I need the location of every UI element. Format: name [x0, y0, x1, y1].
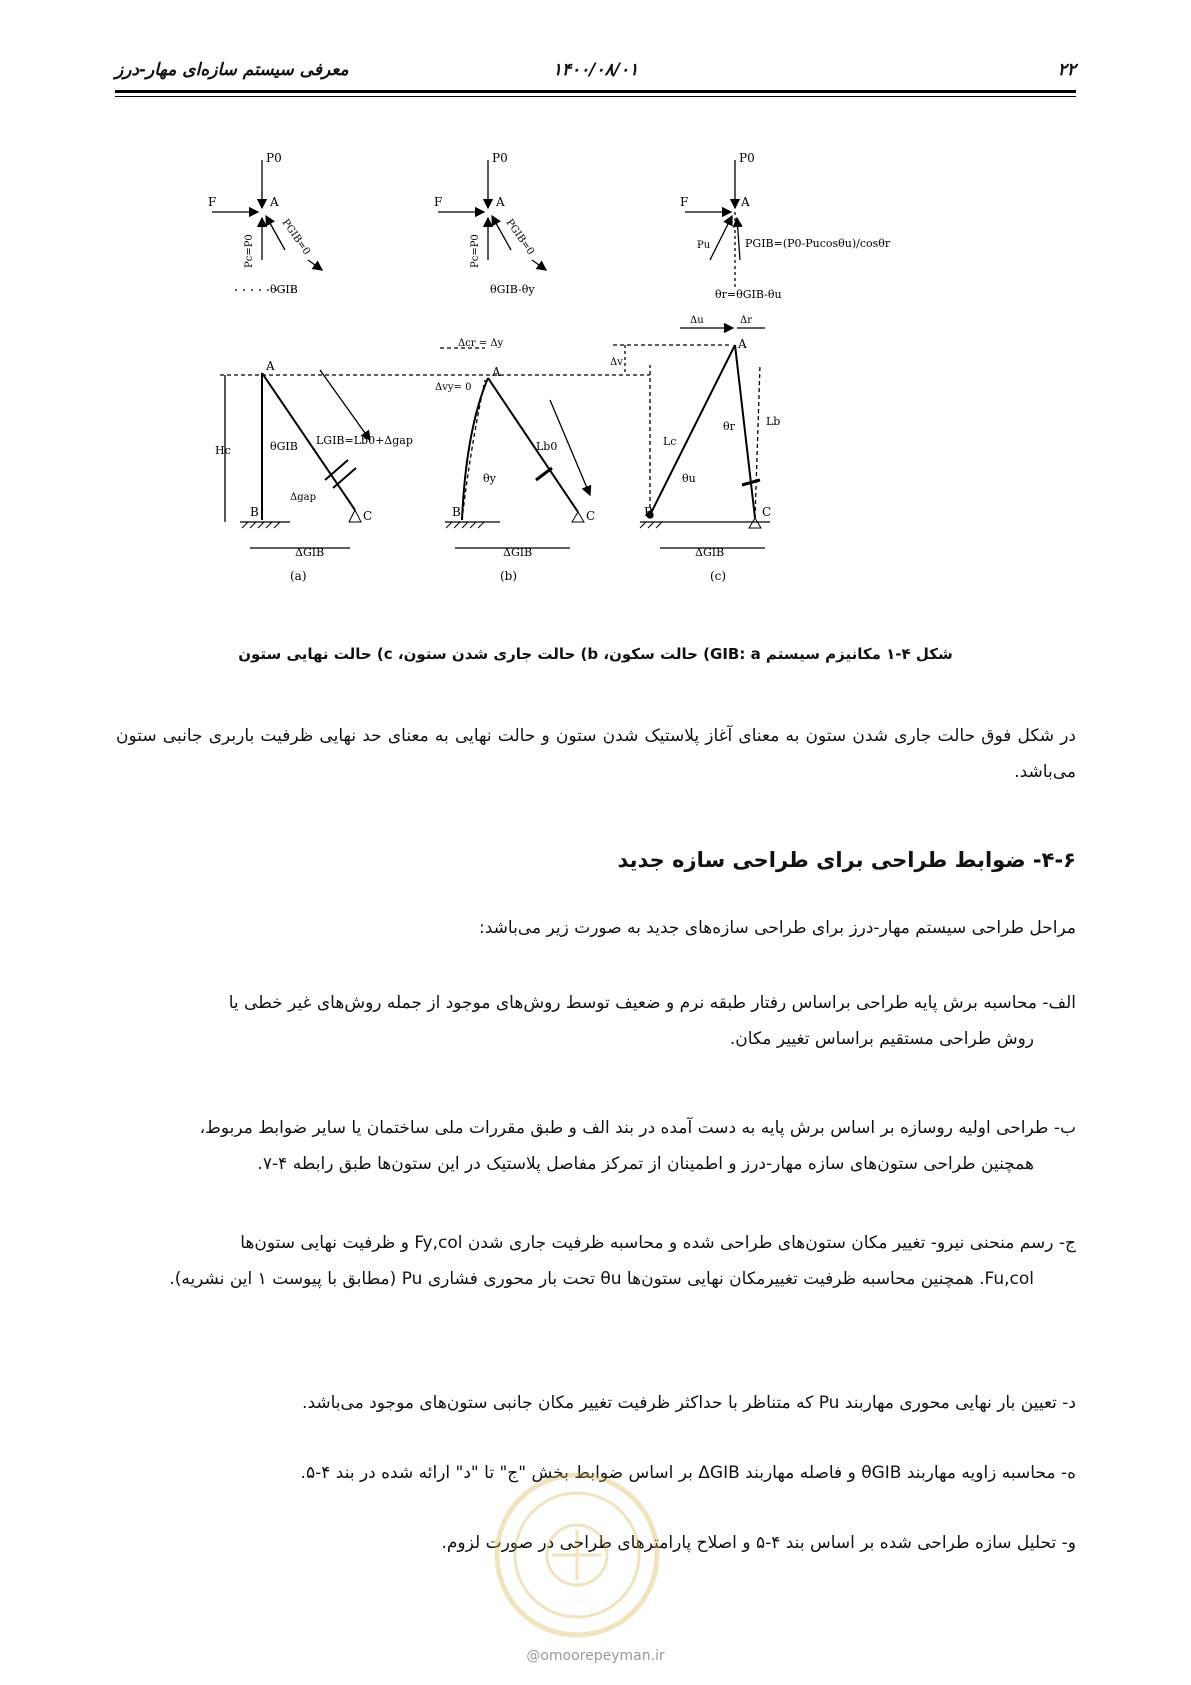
label-pgib-formula: PGIB=(P0-Pucosθu)/cosθr [745, 237, 891, 250]
list-item-alef [116, 985, 1076, 1057]
gib-mechanism-figure [200, 150, 980, 640]
header-rule-thick [115, 90, 1076, 93]
list-item-vav-text: و- تحلیل سازه طراحی شده بر اساس بند ۴-۵ و اصلاح پارامترهای طراحی در صورت لزوم. [441, 1533, 1076, 1553]
label-theta-gib-y-top: θGIB-θy [490, 283, 535, 296]
paragraph-figure-explanation: در شکل فوق حالت جاری شدن ستون به معنای آغاز پلاستیک شدن ستون و حالت نهایی به معنای حد نهایی ظرفیت باربری جانبی ستون می‌باشد. [116, 726, 1076, 782]
label-p0-a: P0 [266, 151, 282, 165]
label-delta-gib-b: ΔGIB [503, 546, 533, 559]
label-dv: Δv [610, 357, 623, 368]
label-pu: Pu [697, 240, 711, 251]
label-b-c: B [644, 505, 653, 519]
label-b-b: B [452, 505, 461, 519]
label-delta-gib-c: ΔGIB [695, 546, 725, 559]
label-gap: Δgap [290, 492, 316, 503]
label-theta-gib-a: θGIB [270, 440, 298, 453]
list-item-be [116, 1110, 1076, 1182]
label-lgib: LGIB=Lb0+Δgap [316, 434, 413, 447]
label-hc: Hc [215, 444, 231, 457]
paragraph-intro: مراحل طراحی سیستم مهار-درز برای طراحی سازه‌های جدید به صورت زیر می‌باشد: [479, 918, 1076, 938]
list-item-be-line1: ب- طراحی اولیه روسازه بر اساس برش پایه به دست آمده در بند الف و طبق مقررات ملی ساختمان یا سایر ضوابط مربوط، [199, 1118, 1076, 1138]
list-item-he-text: ه- محاسبه زاویه مهاربند θGIB و فاصله مهاربند ΔGIB بر اساس ضوابط بخش "ج" تا "د" ارائه شده در بند ۴-۵. [300, 1463, 1076, 1483]
list-item-jim-line1: ج- رسم منحنی نیرو- تغییر مکان ستون‌های طراحی شده و محاسبه ظرفیت جاری شدن Fy,col و ظرفیت نهایی ستون‌ها [240, 1233, 1076, 1253]
list-item-alef-line1: الف- محاسبه برش پایه طراحی براساس رفتار طبقه نرم و ضعیف توسط روش‌های موجود از جمله روش‌های غیر خطی یا [228, 993, 1076, 1013]
list-item-alef-line2: روش طراحی مستقیم براساس تغییر مکان. [729, 1029, 1034, 1049]
label-a-a: A [266, 359, 275, 373]
label-p0-b: P0 [492, 151, 508, 165]
footer-watermark: @omoorepeyman.ir [526, 1648, 665, 1664]
list-item-be-line2: همچنین طراحی ستون‌های سازه مهار-درز و اطمینان از تمرکز مفاصل پلاستیک در این ستون‌ها طبق رابطه ۴-۷. [257, 1154, 1034, 1174]
label-theta-y: θy [483, 472, 496, 485]
label-theta-gib-top: θGIB [270, 283, 298, 296]
label-a-top-c: A [741, 195, 750, 209]
label-f-b: F [434, 195, 443, 209]
label-pgib-zero-a: PGIB=0 [279, 217, 312, 258]
label-c-a: C [363, 509, 373, 523]
label-dcr: Δcr = Δy [458, 338, 504, 349]
label-f-a: F [208, 195, 217, 209]
figure-caption: شکل ۴-۱ مکانیزم سیستم GIB: a) حالت سکون، b) حالت جاری شدن ستون، c) حالت نهایی ستون [238, 645, 953, 663]
list-item-jim-line2: Fu,col. همچنین محاسبه ظرفیت تغییرمکان نهایی ستون‌ها θu تحت بار محوری فشاری Pu (مطابق با پیوست ۱ این نشریه). [169, 1269, 1034, 1289]
label-a-b: A [492, 365, 501, 379]
panel-label-c: (c) [710, 569, 727, 583]
panel-label-b: (b) [500, 569, 518, 583]
label-c-b: C [586, 509, 596, 523]
label-p0-c: P0 [739, 151, 755, 165]
page-number: ۲۲ [1057, 60, 1076, 80]
header-title: معرفی سیستم سازه‌ای مهار-درز [115, 60, 349, 80]
label-f-c: F [680, 195, 689, 209]
list-item-jim [116, 1225, 1076, 1297]
label-lb0: Lb0 [536, 440, 558, 453]
label-a-top-b: A [496, 195, 505, 209]
label-theta-r: θr [723, 420, 735, 433]
label-dvy: Δvy= 0 [435, 382, 472, 393]
label-lc: Lc [663, 435, 677, 448]
label-pc-b: Pc=P0 [470, 234, 481, 268]
label-theta-u: θu [682, 472, 696, 485]
label-c-c: C [762, 505, 772, 519]
label-du: Δu [690, 315, 704, 326]
label-dr: Δr [740, 315, 753, 326]
label-lb: Lb [766, 415, 781, 428]
label-a-c: A [738, 337, 747, 351]
label-a-top-a: A [270, 195, 279, 209]
watermark-seal-icon [492, 1470, 662, 1640]
panel-label-a: (a) [290, 569, 307, 583]
label-b-a: B [250, 505, 259, 519]
label-pgib-zero-b: PGIB=0 [503, 217, 536, 258]
label-pc-a: Pc=P0 [244, 234, 255, 268]
list-item-dal [116, 1385, 1076, 1421]
header-date: ۱۴۰۰/۰۸/۰۱ [552, 60, 639, 80]
list-item-dal-text: د- تعیین بار نهایی محوری مهاربند Pu که متناظر با حداکثر ظرفیت تغییر مکان جانبی ستون‌های موجود می‌باشد. [302, 1393, 1076, 1413]
header-rule-thin [115, 96, 1076, 97]
label-theta-r-formula: θr=θGIB-θu [715, 288, 782, 301]
label-delta-gib-a: ΔGIB [295, 546, 325, 559]
section-heading: ۴-۶- ضوابط طراحی برای طراحی سازه جدید [617, 848, 1076, 872]
